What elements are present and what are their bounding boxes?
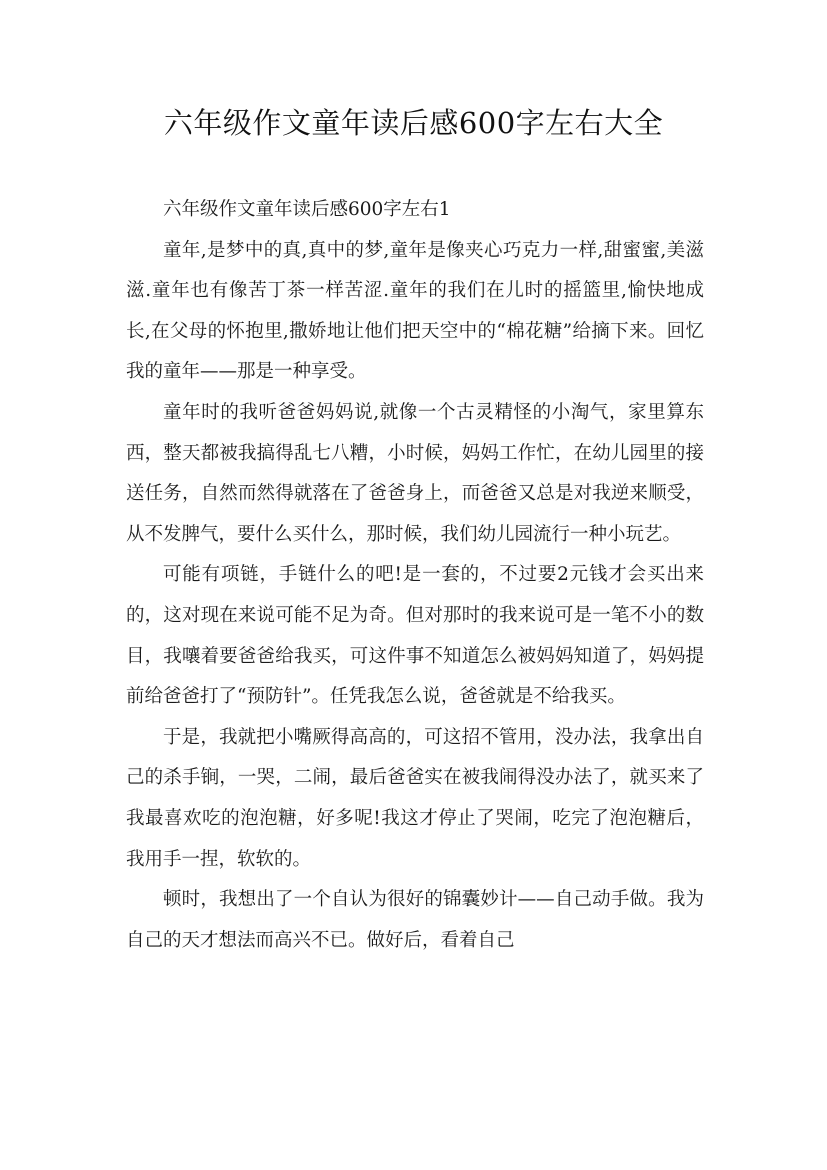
paragraph-4: 于是，我就把小嘴厥得高高的，可这招不管用，没办法，我拿出自己的杀手锏，一哭，二闹，最后爸爸实在被我闹得没办法了，就买来了我最喜欢吃的泡泡糖，好多呢!我这才停止了哭闹，吃完了泡泡糖后，我用手一捏，软软的。: [126, 726, 704, 870]
paragraph-5: 顿时，我想出了一个自认为很好的锦囊妙计——自己动手做。我为自己的天才想法而高兴不已。做好后，看着自己: [126, 889, 704, 951]
paragraph-3: 可能有项链，手链什么的吧!是一套的，不过要2元钱才会买出来的，这对现在来说可能不足为奇。但对那时的我来说可是一笔不小的数目，我嚷着要爸爸给我买，可这件事不知道怎么被妈妈知道了，妈妈提前给爸爸打了“预防针”。任凭我怎么说，爸爸就是不给我买。: [126, 564, 704, 708]
paragraph-2: 童年时的我听爸爸妈妈说,就像一个古灵精怪的小淘气，家里算东西，整天都被我搞得乱七八糟，小时候，妈妈工作忙，在幼儿园里的接送任务，自然而然得就落在了爸爸身上，而爸爸又总是对我逆来顺受，从不发脾气，要什么买什么，那时候，我们幼儿园流行一种小玩艺。: [126, 401, 704, 545]
document-body: [126, 190, 704, 961]
section-heading: 六年级作文童年读后感600字左右1: [163, 199, 451, 220]
paragraph-1: 童年,是梦中的真,真中的梦,童年是像夹心巧克力一样,甜蜜蜜,美滋滋.童年也有像苦丁茶一样苦涩.童年的我们在儿时的摇篮里,愉快地成长,在父母的怀抱里,撒娇地让他们把天空中的“棉花糖”给摘下来。回忆我的童年——那是一种享受。: [126, 239, 704, 383]
document-title: 六年级作文童年读后感600字左右大全: [163, 106, 664, 140]
